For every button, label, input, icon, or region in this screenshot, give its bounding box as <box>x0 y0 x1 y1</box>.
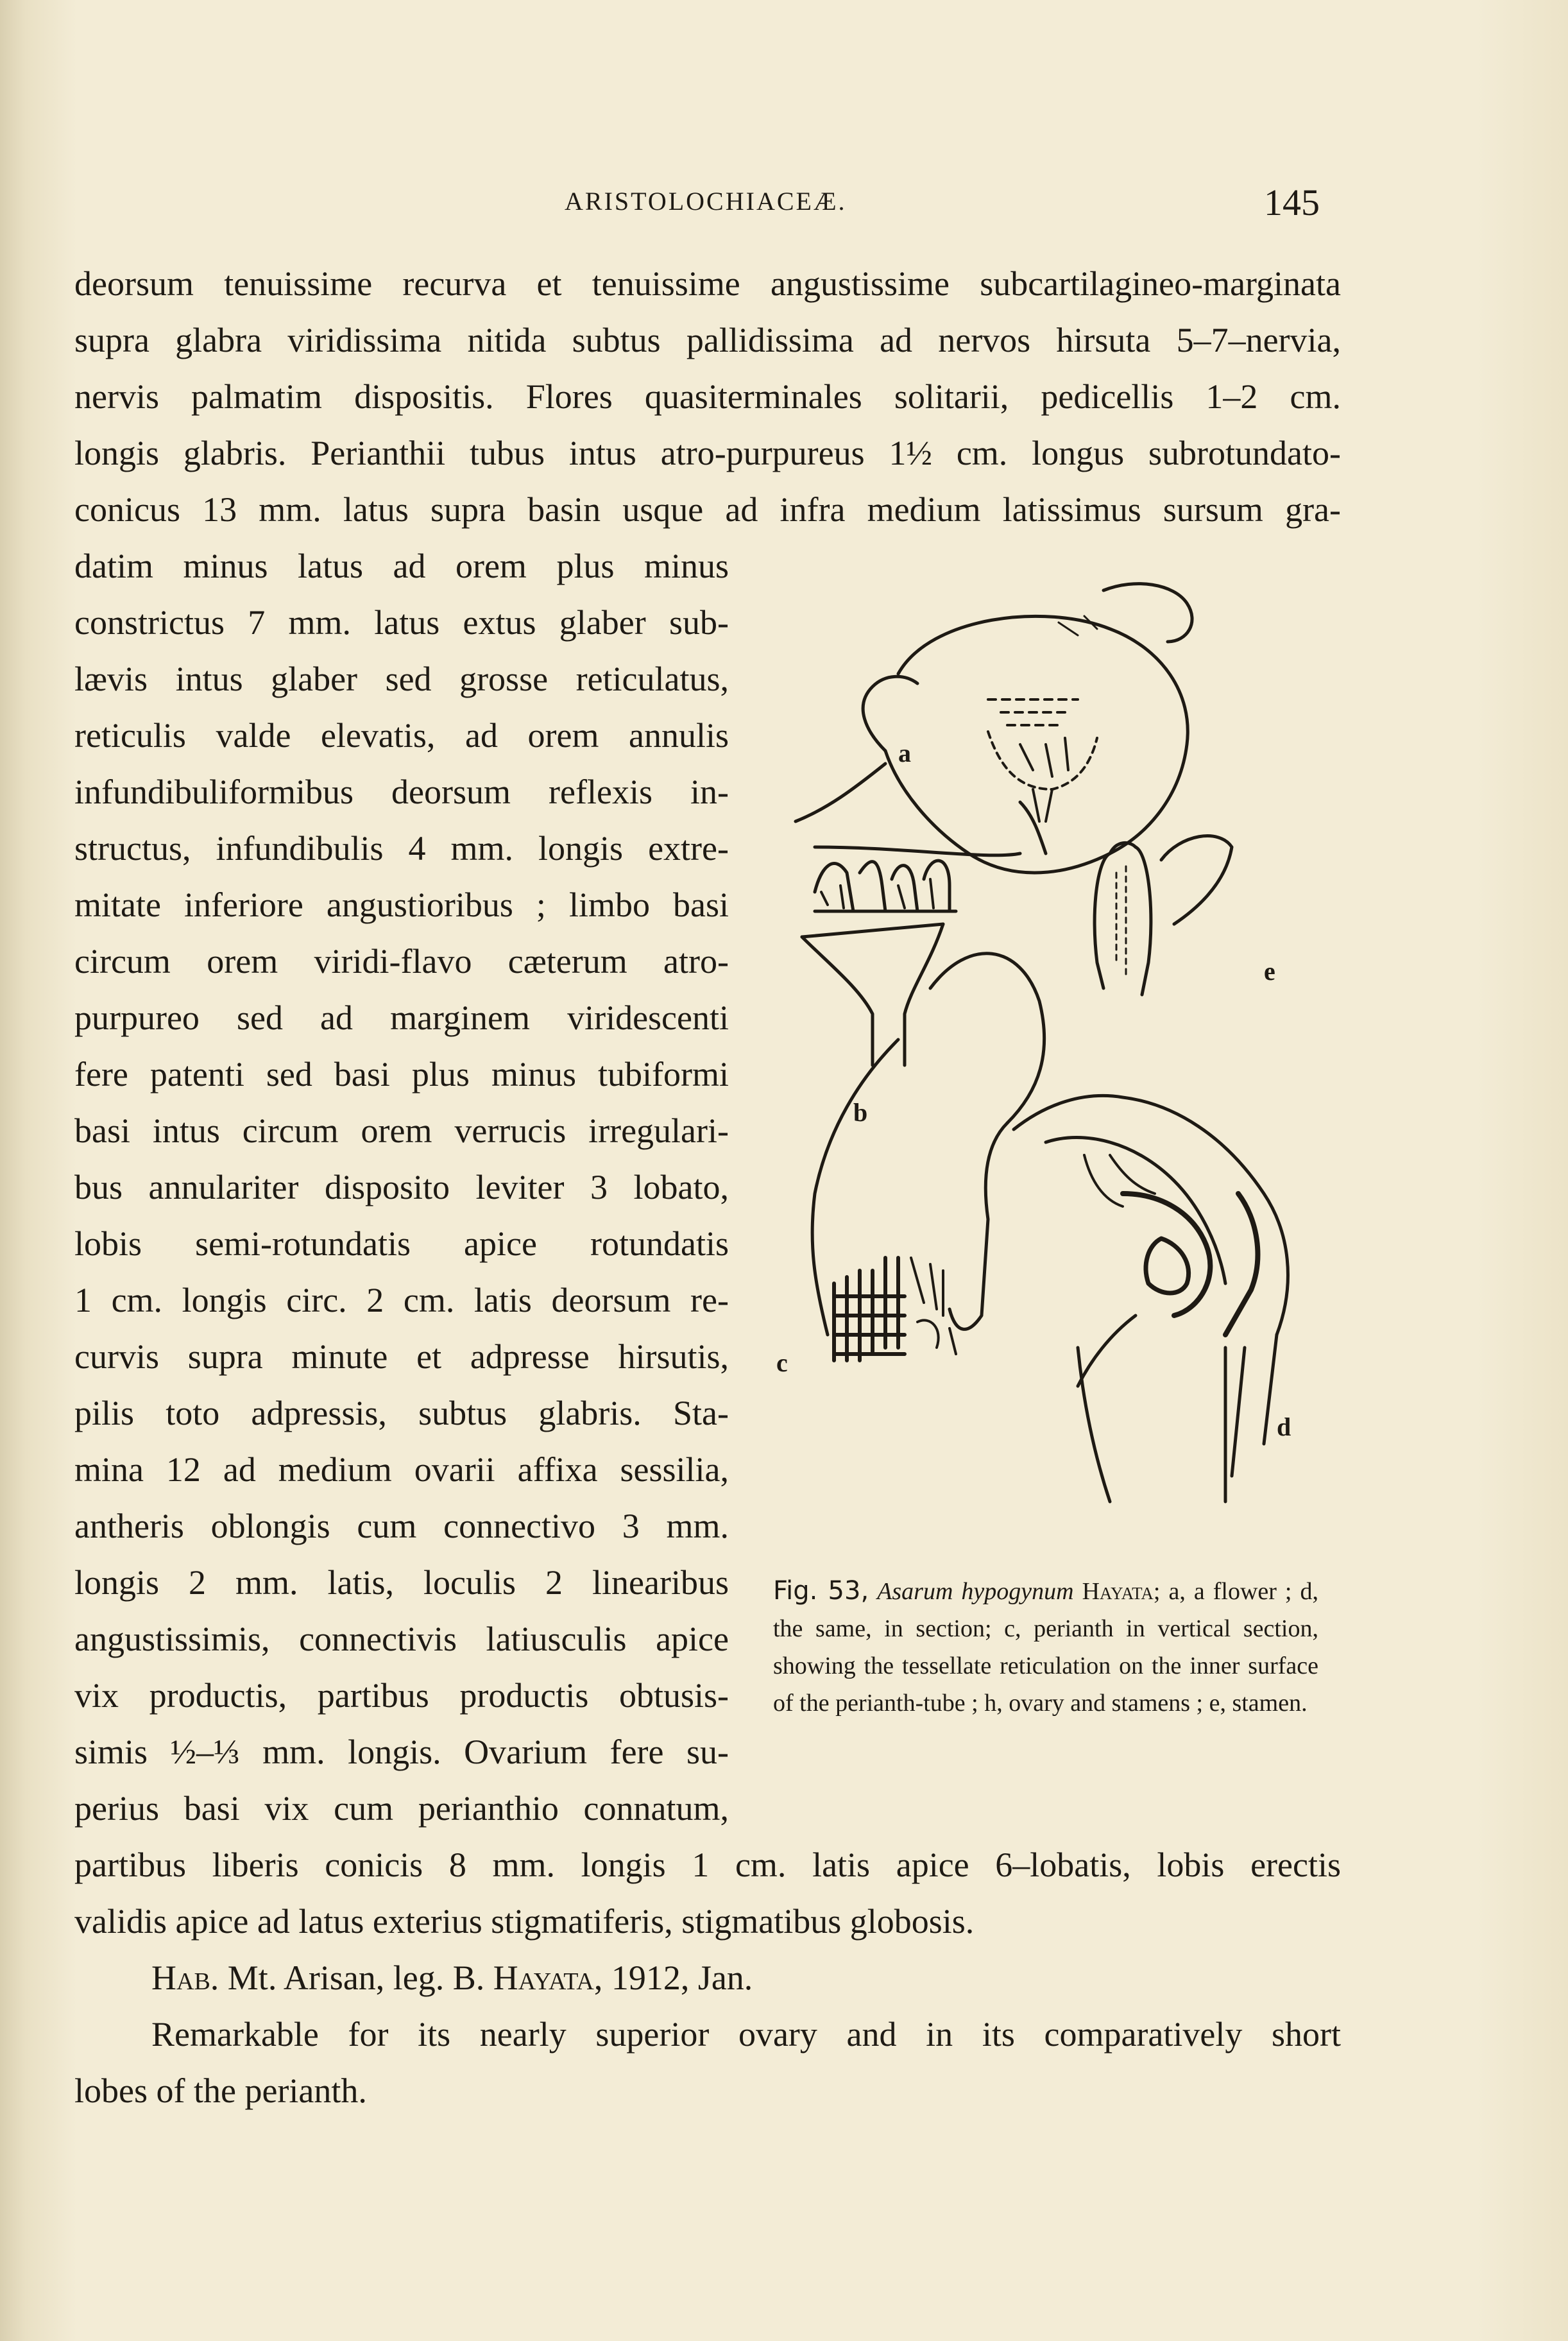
text-line: conicus 13 mm. latus supra basin usque ad infra medium latissimus sursum gra- <box>74 490 1341 529</box>
caption-text: ; a, a flower ; d, the same, in section; c, perianth in vertical section, showing the tessellate reticulation on the inner surface of the perianth-tube ; h, ovary and stamens ; e, stamen. <box>773 1578 1318 1717</box>
text-line: longis glabris. Perianthii tubus intus atro-purpureus 1½ cm. longus subrotundato- <box>74 434 1341 472</box>
column-text-line: structus, infundibulis 4 mm. longis extre- <box>74 829 729 868</box>
stamen-drawing-e <box>1095 836 1232 995</box>
column-text-line: 1 cm. longis circ. 2 cm. latis deorsum re- <box>74 1281 729 1319</box>
column-text-line: mina 12 ad medium ovarii affixa sessilia, <box>74 1450 729 1489</box>
species-name: Asarum hypogynum <box>877 1578 1074 1605</box>
column-text-line: mitate inferiore angustioribus ; limbo basi <box>74 886 729 924</box>
column-text-line: purpureo sed ad marginem viridescenti <box>74 999 729 1037</box>
figure-53 <box>776 578 1341 1566</box>
column-text-line: pilis toto adpressis, subtus glabris. Sta- <box>74 1394 729 1432</box>
remark-line: lobes of the perianth. <box>74 2071 367 2110</box>
column-text-line: datim minus latus ad orem plus minus <box>74 547 729 585</box>
figure-label-a: a <box>898 739 911 767</box>
column-text-line: lævis intus glaber sed grosse reticulatus, <box>74 660 729 698</box>
column-text-line: angustissimis, connectivis latiusculis apice <box>74 1620 729 1658</box>
figure-label-d: d <box>1277 1412 1291 1441</box>
habitat-collector: Hayata <box>493 1959 594 1997</box>
column-text-line: simis ½–⅓ mm. longis. Ovarium fere su- <box>74 1733 729 1771</box>
flower-drawing-a <box>796 584 1192 873</box>
column-text-line: vix productis, partibus productis obtusis- <box>74 1676 729 1715</box>
column-text-line: infundibuliformibus deorsum reflexis in- <box>74 773 729 811</box>
figure-caption <box>773 1572 1318 1722</box>
column-text-line: circum orem viridi-flavo cæterum atro- <box>74 942 729 981</box>
habitat-label: Hab. <box>151 1959 219 1997</box>
text-line: partibus liberis conicis 8 mm. longis 1 cm. latis apice 6–lobatis, lobis erectis <box>74 1846 1341 1884</box>
page-number: 145 <box>1264 182 1320 223</box>
column-text-line: lobis semi-rotundatis apice rotundatis <box>74 1224 729 1263</box>
text-line: nervis palmatim dispositis. Flores quasiterminales solitarii, pedicellis 1–2 cm. <box>74 377 1341 416</box>
remark-line: Remarkable for its nearly superior ovary and in its comparatively short <box>151 2015 1341 2054</box>
habitat-date: , 1912, Jan. <box>593 1959 753 1997</box>
text-line: validis apice ad latus exterius stigmatiferis, stigmatibus globosis. <box>74 1902 975 1941</box>
column-text-line: longis 2 mm. latis, loculis 2 linearibus <box>74 1563 729 1602</box>
habitat-line <box>74 1950 1341 2006</box>
ovary-drawing-b <box>802 861 956 1065</box>
flower-section-drawing-d <box>1014 1095 1288 1502</box>
column-text-line: perius basi vix cum perianthio connatum, <box>74 1789 729 1828</box>
column-text-line: basi intus circum orem verrucis irregulari- <box>74 1111 729 1150</box>
figure-label-b: b <box>853 1098 868 1127</box>
column-text-line: fere patenti sed basi plus minus tubiformi <box>74 1055 729 1093</box>
column-text-line: bus annulariter disposito leviter 3 lobato, <box>74 1168 729 1206</box>
column-text-line: curvis supra minute et adpresse hirsutis, <box>74 1337 729 1376</box>
column-text-line: constrictus 7 mm. latus extus glaber sub- <box>74 603 729 642</box>
figure-number: Fig. 53, <box>773 1576 869 1606</box>
figure-label-c: c <box>776 1348 788 1377</box>
species-author: Hayata <box>1082 1578 1154 1605</box>
running-header <box>0 181 1568 226</box>
text-line: deorsum tenuissime recurva et tenuissime angustissime subcartilagineo-marginata <box>74 264 1341 303</box>
perianth-section-drawing-c <box>812 954 1044 1360</box>
habitat-text: Mt. Arisan, leg. B. <box>227 1959 485 1997</box>
column-text-line: antheris oblongis cum connectivo 3 mm. <box>74 1507 729 1545</box>
column-text-line: reticulis valde elevatis, ad orem annulis <box>74 716 729 755</box>
text-line: supra glabra viridissima nitida subtus pallidissima ad nervos hirsuta 5–7–nervia, <box>74 321 1341 359</box>
figure-label-e: e <box>1264 957 1275 986</box>
running-head: ARISTOLOCHIACEÆ. <box>565 187 847 216</box>
